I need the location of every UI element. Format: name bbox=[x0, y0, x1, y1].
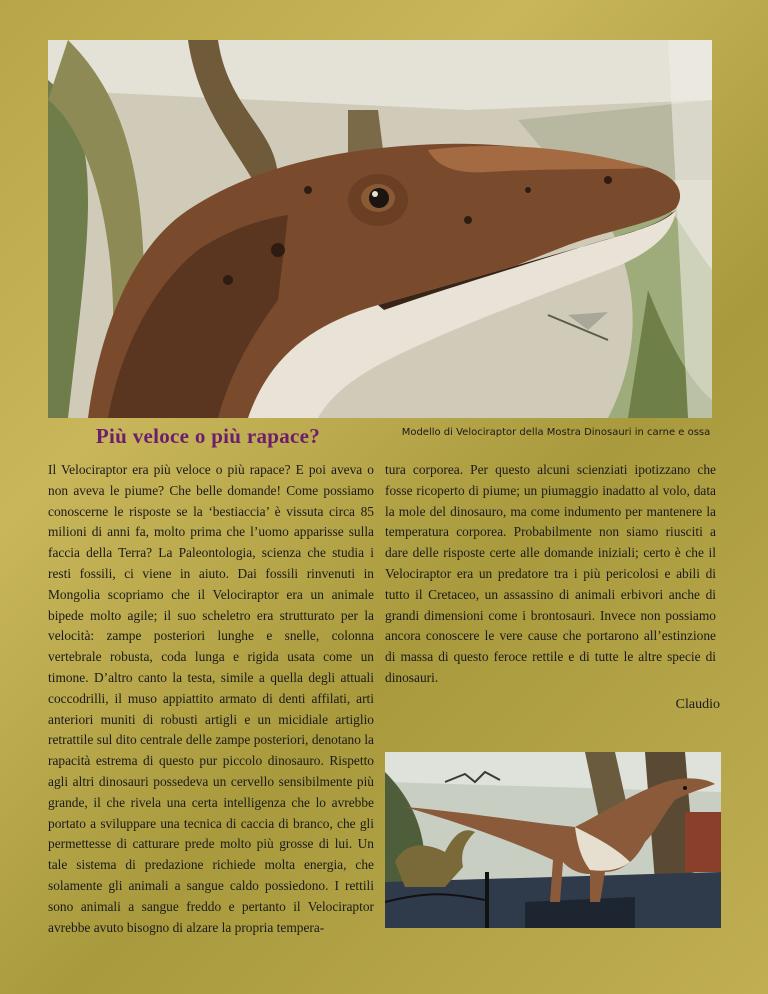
author-signature: Claudio bbox=[675, 697, 720, 712]
article-text-left-column: Il Velociraptor era più veloce o più rapace? E poi aveva o non aveva le piume? Che belle domande! Come possiamo conoscerne le risposte se la ‘bestiaccia’ è vissuta circa 85 milioni di anni fa, molto prima che l’uomo apparisse sulla faccia della Terra? La Paleontologia, scienza che studia i resti fossili, ci viene in aiuto. Dai fossili rinvenuti in Mongolia scopriamo che il Velociraptor era un animale bipede molto agile; il suo scheletro era strutturato per la velocità: zampe posteriori lunghe e snelle, colonna vertebrale robusta, coda lunga e rigida usata come un timone. D’altro canto la testa, simile a quella degli attuali coccodrilli, il muso appiattito armato di denti affilati, arti anteriori muniti di robusti artigli e un micidiale artiglio retrattile sul dito centrale delle zampe posteriori, denotano la rapacità estrema di questo pur piccolo dinosauro. Rispetto agli altri dinosauri possedeva un cervello sensibilmente più grande, il che rivela una certa intelligenza che lo avrebbe portato a sviluppare una tecnica di caccia di branco, che gli permettesse di catturare prede molto più grosse di lui. Un tale sistema di predazione richiede molta energia, che solamente gli animali a sangue caldo possiedono. I rettili sono animali a sangue freddo e pertanto il Velociraptor avrebbe avuto bisogno di alzare la propria tempera- bbox=[48, 462, 374, 935]
article-title: Più veloce o più rapace? bbox=[95, 424, 321, 448]
velociraptor-head-photo bbox=[48, 40, 712, 418]
photo-caption: Modello di Velociraptor della Mostra Dinosauri in carne e ossa bbox=[401, 427, 711, 438]
article-text-right-column: tura corporea. Per questo alcuni scienziati ipotizzano che fosse ricoperto di piume; un piumaggio inadatto al volo, data la mole del dinosauro, ma come indumento per mantenere la temperatura corporea. Probabilmente non siamo riusciti a dare delle risposte certe alle domande iniziali; certo è che il Velociraptor era un predatore tra i più pericolosi e abili di tutto il Cretaceo, un assassino di animali erbivori anche di grandi dimensioni come i brontosauri. Invece non possiamo ancora conoscere le vere cause che portarono all’estinzione di massa di questo feroce rettile e di tutte le altre specie di dinosauri. bbox=[385, 462, 716, 685]
velociraptor-body-photo bbox=[385, 752, 721, 928]
